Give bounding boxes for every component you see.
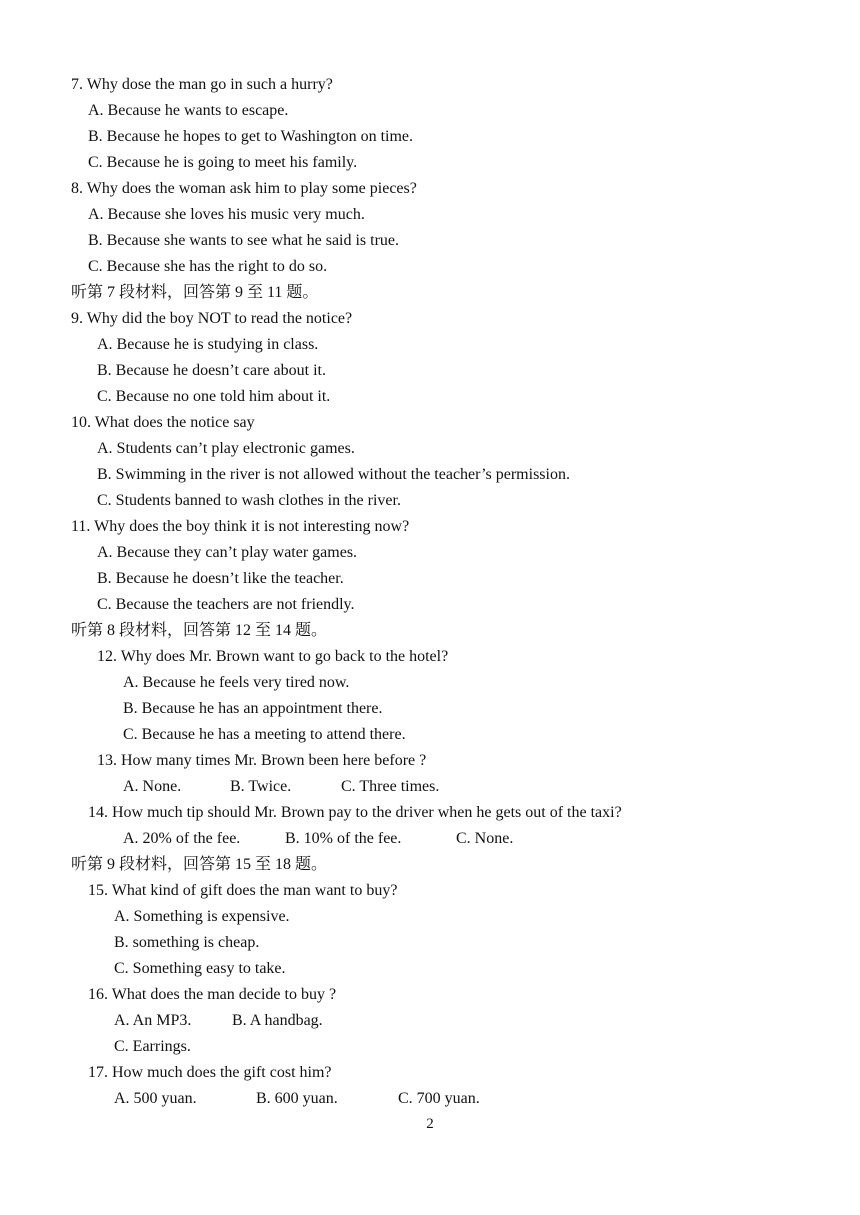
q9-option-a: A. Because he is studying in class. (97, 336, 319, 353)
question-10: 10. What does the notice say (71, 414, 255, 431)
question-15: 15. What kind of gift does the man want to buy? (88, 882, 398, 899)
q7-option-c: C. Because he is going to meet his family. (88, 154, 358, 171)
q8-option-c: C. Because she has the right to do so. (88, 258, 328, 275)
q16-option-a: A. An MP3. (114, 1012, 192, 1029)
q10-option-c: C. Students banned to wash clothes in the river. (97, 492, 401, 509)
q9-option-b: B. Because he doesn’t care about it. (97, 362, 326, 379)
question-9: 9. Why did the boy NOT to read the notice? (71, 310, 353, 327)
q10-option-b: B. Swimming in the river is not allowed without the teacher’s permission. (97, 466, 570, 483)
q14-option-a: A. 20% of the fee. (123, 830, 241, 847)
section-9-instruction: 听第 9 段材料，回答第 15 至 18 题。 (71, 856, 328, 873)
q12-option-c: C. Because he has a meeting to attend there. (123, 726, 406, 743)
q17-option-c: C. 700 yuan. (398, 1090, 480, 1107)
q13-option-a: A. None. (123, 778, 182, 795)
q9-option-c: C. Because no one told him about it. (97, 388, 331, 405)
question-11: 11. Why does the boy think it is not interesting now? (71, 518, 410, 535)
q15-option-a: A. Something is expensive. (114, 908, 290, 925)
q13-option-c: C. Three times. (341, 778, 440, 795)
q17-option-a: A. 500 yuan. (114, 1090, 197, 1107)
q16-option-b: B. A handbag. (232, 1012, 323, 1029)
q11-option-b: B. Because he doesn’t like the teacher. (97, 570, 344, 587)
q12-option-b: B. Because he has an appointment there. (123, 700, 383, 717)
q11-option-a: A. Because they can’t play water games. (97, 544, 358, 561)
question-17: 17. How much does the gift cost him? (88, 1064, 332, 1081)
section-7-instruction: 听第 7 段材料，回答第 9 至 11 题。 (71, 284, 319, 301)
q7-option-a: A. Because he wants to escape. (88, 102, 289, 119)
question-13: 13. How many times Mr. Brown been here before ? (97, 752, 427, 769)
question-12: 12. Why does Mr. Brown want to go back to the hotel? (97, 648, 449, 665)
q12-option-a: A. Because he feels very tired now. (123, 674, 350, 691)
question-14: 14. How much tip should Mr. Brown pay to the driver when he gets out of the taxi? (88, 804, 622, 821)
question-8: 8. Why does the woman ask him to play some pieces? (71, 180, 417, 197)
q14-option-b: B. 10% of the fee. (285, 830, 402, 847)
q13-option-b: B. Twice. (230, 778, 292, 795)
q16-option-c: C. Earrings. (114, 1038, 191, 1055)
q8-option-a: A. Because she loves his music very much. (88, 206, 365, 223)
q15-option-c: C. Something easy to take. (114, 960, 286, 977)
q15-option-b: B. something is cheap. (114, 934, 260, 951)
q7-option-b: B. Because he hopes to get to Washington on time. (88, 128, 414, 145)
question-7: 7. Why dose the man go in such a hurry? (71, 76, 333, 93)
q8-option-b: B. Because she wants to see what he said is true. (88, 232, 400, 249)
q14-option-c: C. None. (456, 830, 514, 847)
q11-option-c: C. Because the teachers are not friendly. (97, 596, 355, 613)
q17-option-b: B. 600 yuan. (256, 1090, 338, 1107)
q10-option-a: A. Students can’t play electronic games. (97, 440, 355, 457)
page-number: 2 (426, 1116, 434, 1132)
section-8-instruction: 听第 8 段材料，回答第 12 至 14 题。 (71, 622, 328, 639)
question-16: 16. What does the man decide to buy ? (88, 986, 337, 1003)
